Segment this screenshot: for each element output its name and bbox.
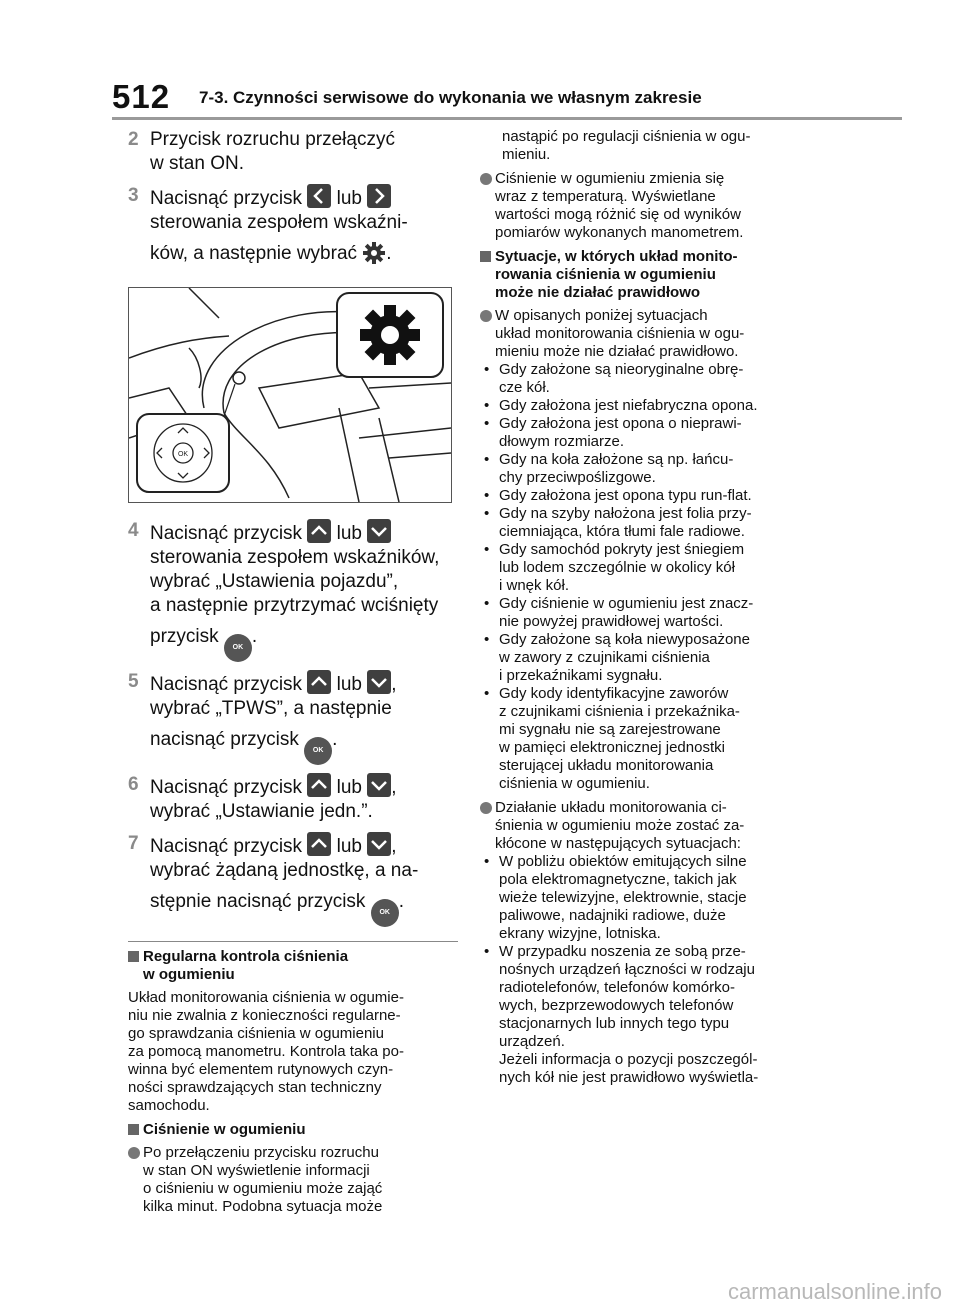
- dashboard-illustration: [128, 287, 452, 503]
- paragraph: Układ monitorowania ciśnienia w ogumie- niu nie zwalnia z konieczności regularne- go sprawdzania ciśnienia w ogumieniu za pomocą manometru. Kontrola taka po- winna być elementem rutynowych czyn- ności sprawdzających stan techniczny samochodu.: [128, 989, 404, 1114]
- watermark: carmanualsonline.info: [727, 1279, 942, 1304]
- ok-button-icon: OK: [371, 899, 399, 927]
- chevron-up-icon: [307, 670, 331, 694]
- list-item: • Gdy samochód pokryty jest śniegiem lub lodem szczególnie w okolicy kół i wnęk kół.: [484, 541, 745, 594]
- step-6: 6 Nacisnąć przycisk lub , wybrać „Ustawianie jedn.”.: [128, 774, 397, 822]
- list-item: • Gdy założona jest niefabryczna opona.: [484, 397, 758, 414]
- chevron-up-icon: [307, 519, 331, 543]
- chevron-left-icon: [307, 184, 331, 208]
- step-3: 3 Nacisnąć przycisk lub sterowania zespołem wskaźni- ków, a następnie wybrać .: [128, 185, 408, 264]
- step-4: 4 Nacisnąć przycisk lub sterowania zespołem wskaźników, wybrać „Ustawienia pojazdu”, a następnie przytrzymać wciśnięty przycisk OK.: [128, 519, 458, 662]
- chapter-title: 7-3. Czynności serwisowe do wykonania we własnym zakresie: [199, 88, 702, 107]
- bullet-paragraph: W opisanych poniżej sytuacjach układ monitorowania ciśnienia w ogu- mieniu może nie działać prawidłowo.: [480, 307, 810, 361]
- list-item: • Gdy założona jest opona o nieprawi- dłowym rozmiarze.: [484, 415, 742, 450]
- section-heading: Sytuacje, w których układ monito- rowania ciśnienia w ogumieniu może nie działać prawidłowo: [480, 248, 810, 302]
- section-heading: Ciśnienie w ogumieniu: [128, 1121, 458, 1139]
- bullet-paragraph: Ciśnienie w ogumieniu zmienia się wraz z temperaturą. Wyświetlane wartości mogą różnić się od wyników pomiarów wykonanych manometrem.: [480, 170, 810, 242]
- list-item: • Gdy na koła założone są np. łańcu- chy przeciwpoślizgowe.: [484, 451, 734, 486]
- page-number: 512: [112, 78, 171, 115]
- step-2: 2 Przycisk rozruchu przełączyć w stan ON.: [128, 129, 395, 174]
- section-heading: Regularna kontrola ciśnienia w ogumieniu: [128, 948, 458, 984]
- list-item: • W pobliżu obiektów emitujących silne pola elektromagnetyczne, takich jak wieże telewizyjne, elektrownie, stacje paliwowe, nadajniki radiowe, duże ekrany wizyjne, lotniska.: [484, 853, 747, 942]
- step-5: 5 Nacisnąć przycisk lub , wybrać „TPWS”, a następnie nacisnąć przycisk OK.: [128, 670, 458, 765]
- chevron-down-icon: [367, 773, 391, 797]
- bullet-paragraph: Działanie układu monitorowania ci- śnienia w ogumieniu może zostać za- kłócone w następujących sytuacjach:: [480, 799, 810, 853]
- list-item: • Gdy kody identyfikacyjne zaworów z czujnikami ciśnienia i przekaźnika- mi sygnału nie są zarejestrowane w pamięci elektronicznej jednostki sterującej układu monitorowania ciśnienia w ogumieniu.: [484, 685, 740, 792]
- list-item: • Gdy założone są koła niewyposażone w zawory z czujnikami ciśnienia i przekaźnikami sygnału.: [484, 631, 750, 684]
- chevron-right-icon: [367, 184, 391, 208]
- list-item: • Gdy założona jest opona typu run-flat.: [484, 487, 752, 504]
- section-regular-check: [128, 941, 458, 1216]
- left-column: [128, 128, 458, 1222]
- bullet-paragraph: Po przełączeniu przycisku rozruchu w stan ON wyświetlenie informacji o ciśnieniu w ogumieniu może zająć kilka minut. Podobna sytuacja może: [128, 1144, 458, 1216]
- list-item: • W przypadku noszenia ze sobą prze- nośnych urządzeń łączności w rodzaju radiotelefonów, telefonów komórko- wych, bezprzewodowych telefonów stacjonarnych lub innych tego typu urządzeń. Jeżeli informacja o pozycji poszczegól- nych kół nie jest prawidłowo wyświetla-: [484, 943, 759, 1086]
- chevron-up-icon: [307, 832, 331, 856]
- chevron-down-icon: [367, 519, 391, 543]
- chevron-down-icon: [367, 670, 391, 694]
- list-item: • Gdy założone są nieoryginalne obrę- cze kół.: [484, 361, 744, 396]
- list-item: • Gdy na szyby nałożona jest folia przy- ciemniająca, która tłumi fale radiowe.: [484, 505, 752, 540]
- ok-button-icon: OK: [224, 634, 252, 662]
- chevron-down-icon: [367, 832, 391, 856]
- ok-button-icon: OK: [304, 737, 332, 765]
- header-rule: [112, 117, 902, 120]
- right-column: [480, 128, 810, 1087]
- gear-icon: [362, 241, 386, 265]
- paragraph-continued: nastąpić po regulacji ciśnienia w ogu- mieniu.: [502, 128, 751, 163]
- step-7: 7 Nacisnąć przycisk lub , wybrać żądaną jednostkę, a na- stępnie nacisnąć przycisk OK.: [128, 832, 458, 927]
- list-item: • Gdy ciśnienie w ogumieniu jest znacz- nie powyżej prawidłowej wartości.: [484, 595, 754, 630]
- chevron-up-icon: [307, 773, 331, 797]
- ok-label: OK: [177, 451, 189, 458]
